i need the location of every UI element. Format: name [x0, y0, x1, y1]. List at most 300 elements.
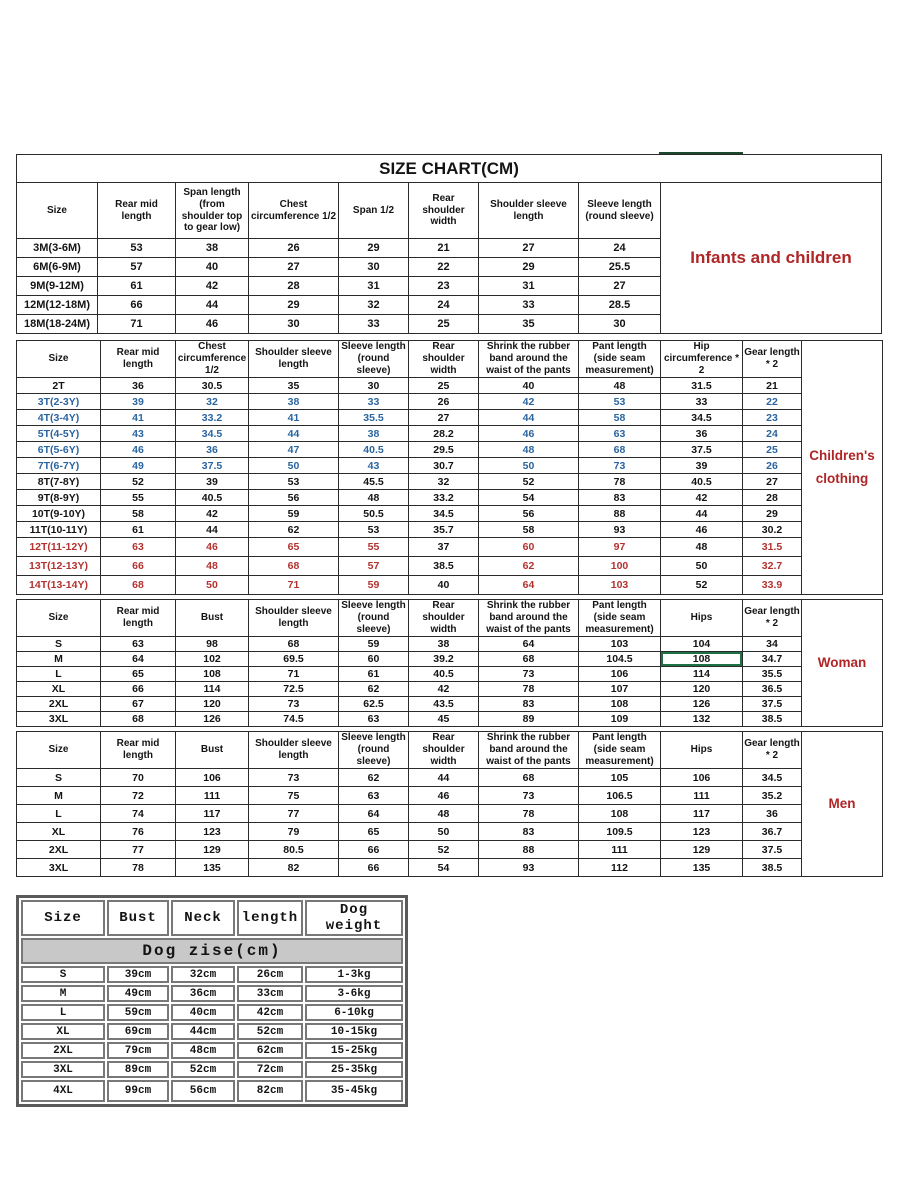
data-cell: 58	[579, 410, 661, 426]
data-cell: 22	[743, 394, 802, 410]
data-cell: 24	[743, 426, 802, 442]
data-cell: 48	[339, 490, 409, 506]
data-cell: 63	[339, 712, 409, 727]
data-cell: 36cm	[171, 985, 235, 1002]
data-cell: 25	[409, 378, 479, 394]
data-cell: 132	[661, 712, 743, 727]
data-cell: 52	[101, 474, 176, 490]
data-cell: 53	[98, 239, 176, 258]
data-cell: 43	[101, 426, 176, 442]
data-cell: 30.5	[176, 378, 249, 394]
chart-title: SIZE CHART(CM)	[16, 154, 882, 183]
data-cell: 49	[101, 458, 176, 474]
data-cell: 108	[579, 805, 661, 823]
data-cell: 126	[661, 697, 743, 712]
row-size-label: 5T(4-5Y)	[17, 426, 101, 442]
data-cell: 41	[101, 410, 176, 426]
column-header: Rear mid length	[101, 341, 176, 378]
data-cell: 45	[409, 712, 479, 727]
data-cell: 106.5	[579, 787, 661, 805]
column-header: Neck	[171, 900, 235, 936]
data-cell: 46	[409, 787, 479, 805]
data-cell: 48	[661, 538, 743, 557]
data-cell: 30	[339, 378, 409, 394]
data-cell: 34.5	[176, 426, 249, 442]
column-header: Rear shoulder width	[409, 341, 479, 378]
data-cell: 126	[176, 712, 249, 727]
data-cell: 59	[339, 637, 409, 652]
data-cell: 68	[101, 712, 176, 727]
data-cell: 71	[249, 576, 339, 595]
data-cell: 68	[101, 576, 176, 595]
row-size-label: 6M(6-9M)	[17, 258, 98, 277]
data-cell: 111	[661, 787, 743, 805]
column-header: Pant length (side seam measurement)	[579, 732, 661, 769]
data-cell: 82cm	[237, 1080, 303, 1102]
data-cell: 93	[579, 522, 661, 538]
data-cell: 33	[661, 394, 743, 410]
column-header: Bust	[107, 900, 169, 936]
data-cell: 61	[339, 667, 409, 682]
data-cell: 28.5	[579, 296, 661, 315]
data-cell: 10-15kg	[305, 1023, 403, 1040]
column-header: Gear length * 2	[743, 600, 802, 637]
data-cell: 72cm	[237, 1061, 303, 1078]
row-size-label: L	[17, 805, 101, 823]
data-cell: 114	[176, 682, 249, 697]
data-cell: 3-6kg	[305, 985, 403, 1002]
data-cell: 27	[479, 239, 579, 258]
data-cell: 72.5	[249, 682, 339, 697]
data-cell: 46	[661, 522, 743, 538]
data-cell: 63	[579, 426, 661, 442]
column-header: Rear mid length	[101, 732, 176, 769]
data-cell: 69.5	[249, 652, 339, 667]
column-header: Rear shoulder width	[409, 600, 479, 637]
data-cell: 30	[339, 258, 409, 277]
column-header: Rear mid length	[101, 600, 176, 637]
data-cell: 50	[249, 458, 339, 474]
data-cell: 30.2	[743, 522, 802, 538]
data-cell: 33.2	[409, 490, 479, 506]
data-cell: 50	[479, 458, 579, 474]
data-cell: 34.5	[743, 769, 802, 787]
data-cell: 89cm	[107, 1061, 169, 1078]
data-cell: 65	[249, 538, 339, 557]
row-size-label: XL	[21, 1023, 105, 1040]
data-cell: 129	[176, 841, 249, 859]
row-size-label: 3XL	[21, 1061, 105, 1078]
column-header: Sleeve length (round sleeve)	[339, 341, 409, 378]
data-cell: 39	[176, 474, 249, 490]
data-cell: 42	[176, 277, 249, 296]
data-cell: 47	[249, 442, 339, 458]
data-cell: 15-25kg	[305, 1042, 403, 1059]
column-header: Rear shoulder width	[409, 183, 479, 239]
row-size-label: 3XL	[17, 712, 101, 727]
row-size-label: XL	[17, 823, 101, 841]
row-size-label: S	[21, 966, 105, 983]
data-cell: 73	[479, 667, 579, 682]
data-cell: 102	[176, 652, 249, 667]
column-header: Size	[21, 900, 105, 936]
data-cell: 24	[409, 296, 479, 315]
data-cell: 105	[579, 769, 661, 787]
data-cell: 38	[249, 394, 339, 410]
data-cell: 80.5	[249, 841, 339, 859]
data-cell: 36	[176, 442, 249, 458]
data-cell: 38.5	[743, 712, 802, 727]
data-cell: 50	[661, 557, 743, 576]
data-cell: 93	[479, 859, 579, 877]
data-cell: 55	[101, 490, 176, 506]
row-size-label: M	[17, 787, 101, 805]
data-cell: 44	[479, 410, 579, 426]
data-cell: 68	[479, 769, 579, 787]
data-cell: 109.5	[579, 823, 661, 841]
data-cell: 135	[661, 859, 743, 877]
data-cell: 46	[101, 442, 176, 458]
column-header: length	[237, 900, 303, 936]
data-cell: 29.5	[409, 442, 479, 458]
column-header: Sleeve length (round sleeve)	[339, 600, 409, 637]
data-cell: 69cm	[107, 1023, 169, 1040]
data-cell: 28.2	[409, 426, 479, 442]
data-cell: 65	[101, 667, 176, 682]
data-cell: 73	[249, 769, 339, 787]
column-header: Size	[17, 183, 98, 239]
woman-category-label: Woman	[802, 599, 883, 727]
data-cell: 66	[101, 682, 176, 697]
column-header: Shrink the rubber band around the waist of the pants	[479, 341, 579, 378]
column-header: Dog weight	[305, 900, 403, 936]
dog-size-table	[16, 895, 408, 1107]
data-cell: 72	[101, 787, 176, 805]
data-cell: 83	[479, 697, 579, 712]
data-cell: 40.5	[409, 667, 479, 682]
row-size-label: L	[21, 1004, 105, 1021]
data-cell: 48	[479, 442, 579, 458]
data-cell: 66	[101, 557, 176, 576]
data-cell: 57	[339, 557, 409, 576]
data-cell: 36	[661, 426, 743, 442]
children-category-label: Children's clothing	[802, 340, 883, 595]
data-cell: 53	[339, 522, 409, 538]
column-header: Hips	[661, 600, 743, 637]
data-cell: 24	[579, 239, 661, 258]
data-cell: 75	[249, 787, 339, 805]
data-cell: 37.5	[743, 841, 802, 859]
data-cell: 33cm	[237, 985, 303, 1002]
data-cell: 36	[101, 378, 176, 394]
data-cell: 26cm	[237, 966, 303, 983]
data-cell: 68	[249, 557, 339, 576]
data-cell: 83	[479, 823, 579, 841]
data-cell: 46	[176, 315, 249, 334]
row-size-label: 3T(2-3Y)	[17, 394, 101, 410]
men-grid	[16, 731, 802, 877]
data-cell: 25.5	[579, 258, 661, 277]
row-size-label: 7T(6-7Y)	[17, 458, 101, 474]
row-size-label: XL	[17, 682, 101, 697]
data-cell: 37.5	[743, 697, 802, 712]
data-cell: 66	[339, 841, 409, 859]
data-cell: 112	[579, 859, 661, 877]
data-cell: 68	[579, 442, 661, 458]
column-header: Span length (from shoulder top to gear low)	[176, 183, 249, 239]
data-cell: 46	[176, 538, 249, 557]
data-cell: 23	[743, 410, 802, 426]
data-cell: 62	[479, 557, 579, 576]
data-cell: 106	[579, 667, 661, 682]
column-header: Sleeve length (round sleeve)	[579, 183, 661, 239]
data-cell: 42	[409, 682, 479, 697]
data-cell: 38.5	[743, 859, 802, 877]
data-cell: 42	[479, 394, 579, 410]
data-cell: 63	[339, 787, 409, 805]
data-cell: 111	[579, 841, 661, 859]
data-cell: 53	[579, 394, 661, 410]
data-cell: 129	[661, 841, 743, 859]
row-size-label: M	[21, 985, 105, 1002]
data-cell: 28	[743, 490, 802, 506]
data-cell: 74	[101, 805, 176, 823]
data-cell: 35	[249, 378, 339, 394]
data-cell: 29	[249, 296, 339, 315]
row-size-label: 6T(5-6Y)	[17, 442, 101, 458]
row-size-label: M	[17, 652, 101, 667]
data-cell: 53	[249, 474, 339, 490]
column-header: Pant length (side seam measurement)	[579, 341, 661, 378]
data-cell: 89	[479, 712, 579, 727]
data-cell: 78	[579, 474, 661, 490]
data-cell: 52	[479, 474, 579, 490]
data-cell: 62	[339, 682, 409, 697]
data-cell: 117	[176, 805, 249, 823]
data-cell: 66	[98, 296, 176, 315]
row-size-label: 13T(12-13Y)	[17, 557, 101, 576]
woman-grid	[16, 599, 802, 727]
data-cell: 71	[98, 315, 176, 334]
infants-category-label: Infants and children	[661, 182, 882, 334]
row-size-label: 11T(10-11Y)	[17, 522, 101, 538]
data-cell: 104.5	[579, 652, 661, 667]
row-size-label: 2XL	[21, 1042, 105, 1059]
data-cell: 52	[661, 576, 743, 595]
data-cell: 50.5	[339, 506, 409, 522]
column-header: Gear length * 2	[743, 341, 802, 378]
data-cell: 106	[176, 769, 249, 787]
data-cell: 32cm	[171, 966, 235, 983]
data-cell: 37.5	[661, 442, 743, 458]
column-header: Rear shoulder width	[409, 732, 479, 769]
column-header: Chest circumference 1/2	[249, 183, 339, 239]
data-cell: 83	[579, 490, 661, 506]
data-cell: 37.5	[176, 458, 249, 474]
data-cell: 73	[249, 697, 339, 712]
row-size-label: 18M(18-24M)	[17, 315, 98, 334]
data-cell: 123	[176, 823, 249, 841]
data-cell: 33.9	[743, 576, 802, 595]
data-cell: 78	[479, 805, 579, 823]
data-cell: 59	[339, 576, 409, 595]
dog-grid	[16, 895, 408, 1107]
row-size-label: 2XL	[17, 841, 101, 859]
data-cell: 56cm	[171, 1080, 235, 1102]
woman-size-table	[16, 600, 883, 727]
data-cell: 30	[249, 315, 339, 334]
children-size-table	[16, 341, 883, 595]
data-cell: 30	[579, 315, 661, 334]
data-cell: 99cm	[107, 1080, 169, 1102]
data-cell: 48	[409, 805, 479, 823]
infants-size-table	[16, 154, 882, 334]
data-cell: 39.2	[409, 652, 479, 667]
column-header: Gear length * 2	[743, 732, 802, 769]
data-cell: 33	[339, 394, 409, 410]
data-cell: 35.2	[743, 787, 802, 805]
data-cell: 33.2	[176, 410, 249, 426]
data-cell: 97	[579, 538, 661, 557]
data-cell: 29	[479, 258, 579, 277]
data-cell: 62	[249, 522, 339, 538]
data-cell: 41	[249, 410, 339, 426]
data-cell: 73	[579, 458, 661, 474]
data-cell: 23	[409, 277, 479, 296]
data-cell: 39	[661, 458, 743, 474]
data-cell: 28	[249, 277, 339, 296]
data-cell: 33	[479, 296, 579, 315]
data-cell: 44	[249, 426, 339, 442]
data-cell: 1-3kg	[305, 966, 403, 983]
data-cell: 22	[409, 258, 479, 277]
data-cell: 56	[249, 490, 339, 506]
data-cell: 25-35kg	[305, 1061, 403, 1078]
data-cell: 42cm	[237, 1004, 303, 1021]
data-cell: 65	[339, 823, 409, 841]
data-cell: 67	[101, 697, 176, 712]
data-cell: 108	[661, 652, 743, 667]
column-header: Size	[17, 732, 101, 769]
column-header: Hips	[661, 732, 743, 769]
data-cell: 26	[743, 458, 802, 474]
data-cell: 48cm	[171, 1042, 235, 1059]
data-cell: 42	[176, 506, 249, 522]
data-cell: 21	[743, 378, 802, 394]
row-size-label: S	[17, 637, 101, 652]
data-cell: 108	[579, 697, 661, 712]
data-cell: 56	[479, 506, 579, 522]
men-size-table	[16, 732, 883, 877]
data-cell: 68	[249, 637, 339, 652]
data-cell: 31	[479, 277, 579, 296]
row-size-label: 12M(12-18M)	[17, 296, 98, 315]
row-size-label: 8T(7-8Y)	[17, 474, 101, 490]
data-cell: 25	[743, 442, 802, 458]
column-header: Pant length (side seam measurement)	[579, 600, 661, 637]
data-cell: 43.5	[409, 697, 479, 712]
data-cell: 59	[249, 506, 339, 522]
data-cell: 104	[661, 637, 743, 652]
data-cell: 58	[101, 506, 176, 522]
data-cell: 76	[101, 823, 176, 841]
data-cell: 123	[661, 823, 743, 841]
data-cell: 103	[579, 637, 661, 652]
data-cell: 77	[249, 805, 339, 823]
data-cell: 44	[176, 522, 249, 538]
infants-grid	[16, 182, 661, 334]
data-cell: 26	[249, 239, 339, 258]
row-size-label: 10T(9-10Y)	[17, 506, 101, 522]
row-size-label: 4T(3-4Y)	[17, 410, 101, 426]
data-cell: 40	[479, 378, 579, 394]
data-cell: 32.7	[743, 557, 802, 576]
data-cell: 45.5	[339, 474, 409, 490]
data-cell: 34.5	[661, 410, 743, 426]
data-cell: 107	[579, 682, 661, 697]
data-cell: 50	[176, 576, 249, 595]
data-cell: 98	[176, 637, 249, 652]
data-cell: 44	[409, 769, 479, 787]
data-cell: 57	[98, 258, 176, 277]
column-header: Shrink the rubber band around the waist of the pants	[479, 600, 579, 637]
data-cell: 59cm	[107, 1004, 169, 1021]
data-cell: 37	[409, 538, 479, 557]
children-grid	[16, 340, 802, 595]
data-cell: 26	[409, 394, 479, 410]
data-cell: 82	[249, 859, 339, 877]
column-header: Rear mid length	[98, 183, 176, 239]
data-cell: 40.5	[176, 490, 249, 506]
data-cell: 40	[409, 576, 479, 595]
data-cell: 31.5	[661, 378, 743, 394]
column-header: Sleeve length (round sleeve)	[339, 732, 409, 769]
row-size-label: 14T(13-14Y)	[17, 576, 101, 595]
data-cell: 44cm	[171, 1023, 235, 1040]
column-header: Shoulder sleeve length	[249, 341, 339, 378]
men-category-label: Men	[802, 731, 883, 877]
data-cell: 117	[661, 805, 743, 823]
data-cell: 49cm	[107, 985, 169, 1002]
data-cell: 39cm	[107, 966, 169, 983]
data-cell: 29	[743, 506, 802, 522]
data-cell: 135	[176, 859, 249, 877]
data-cell: 38	[176, 239, 249, 258]
data-cell: 78	[101, 859, 176, 877]
data-cell: 36.7	[743, 823, 802, 841]
data-cell: 88	[579, 506, 661, 522]
data-cell: 25	[409, 315, 479, 334]
data-cell: 21	[409, 239, 479, 258]
data-cell: 111	[176, 787, 249, 805]
data-cell: 77	[101, 841, 176, 859]
data-cell: 42	[661, 490, 743, 506]
column-header: Shoulder sleeve length	[479, 183, 579, 239]
column-header: Chest circumference 1/2	[176, 341, 249, 378]
data-cell: 35.7	[409, 522, 479, 538]
row-size-label: 9T(8-9Y)	[17, 490, 101, 506]
data-cell: 52cm	[171, 1061, 235, 1078]
data-cell: 27	[579, 277, 661, 296]
data-cell: 109	[579, 712, 661, 727]
data-cell: 27	[743, 474, 802, 490]
data-cell: 32	[176, 394, 249, 410]
column-header: Bust	[176, 600, 249, 637]
dog-table-title: Dog zise(cm)	[21, 938, 403, 964]
data-cell: 6-10kg	[305, 1004, 403, 1021]
data-cell: 52	[409, 841, 479, 859]
data-cell: 70	[101, 769, 176, 787]
